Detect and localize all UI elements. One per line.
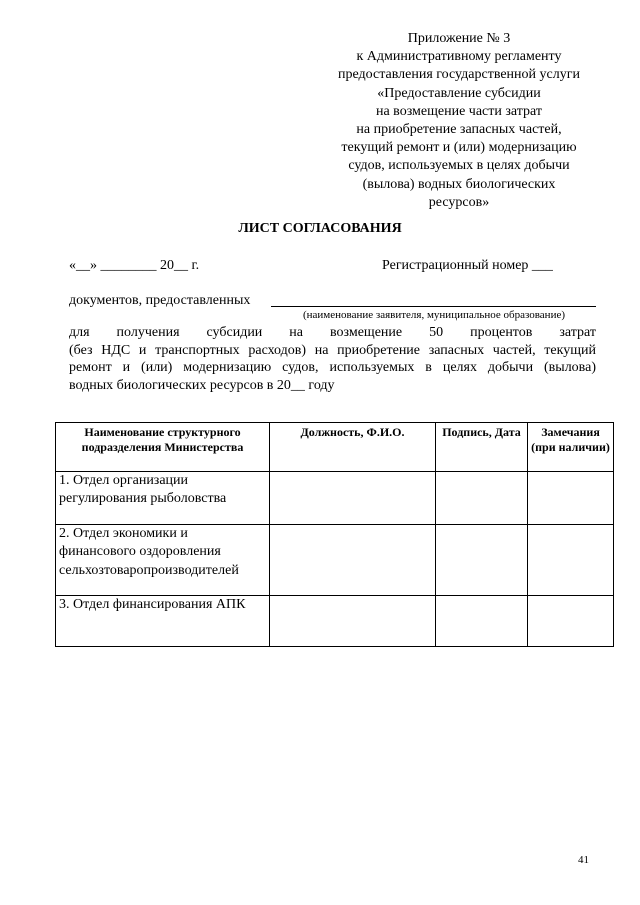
appendix-header xyxy=(322,30,596,212)
appendix-line: на возмещение части затрат xyxy=(375,103,543,119)
cell-remarks xyxy=(528,472,614,525)
paragraph-line: (без НДС и транспортных расходов) на приобретение запасных частей, текущий xyxy=(69,342,596,358)
appendix-line: к Административному регламенту xyxy=(356,49,562,65)
appendix-line: судов, используемых в целях добычи xyxy=(348,158,570,174)
appendix-line: текущий ремонт и (или) модернизацию xyxy=(341,140,577,156)
page-number: 41 xyxy=(578,854,589,866)
appendix-line: Приложение № 3 xyxy=(407,31,511,46)
appendix-line: предоставления государственной услуги xyxy=(338,67,580,83)
header-department: Наименование структурного подразделения Министерства xyxy=(56,423,270,472)
cell-position xyxy=(270,525,436,596)
cell-signature xyxy=(436,596,528,647)
cell-department: 1. Отдел организации регулирования рыболовства xyxy=(56,472,270,525)
header-remarks: Замечания (при наличии) xyxy=(528,423,614,472)
paragraph-line: водных биологических ресурсов в 20__ году xyxy=(69,377,335,393)
cell-remarks xyxy=(528,596,614,647)
header-signature: Подпись, Дата xyxy=(436,423,528,472)
header-position: Должность, Ф.И.О. xyxy=(270,423,436,472)
applicant-fill-line xyxy=(271,306,596,307)
cell-signature xyxy=(436,472,528,525)
appendix-line: «Предоставление субсидии xyxy=(377,85,541,101)
documents-label: документов, предоставленных xyxy=(69,293,251,308)
cell-remarks xyxy=(528,525,614,596)
table-header-row xyxy=(56,423,614,472)
table-row xyxy=(56,472,614,525)
cell-department: 3. Отдел финансирования АПК xyxy=(56,596,270,647)
cell-position xyxy=(270,472,436,525)
table-row xyxy=(56,596,614,647)
appendix-line: (вылова) водных биологических xyxy=(362,176,556,192)
cell-signature xyxy=(436,525,528,596)
purpose-paragraph xyxy=(69,324,596,394)
registration-number-line: Регистрационный номер ___ xyxy=(382,258,553,273)
paragraph-line: для получения субсидии на возмещение 50 процентов затрат xyxy=(69,325,596,340)
cell-position xyxy=(270,596,436,647)
table-row xyxy=(56,525,614,596)
appendix-line: ресурсов» xyxy=(428,194,490,210)
paragraph-line: ремонт и (или) модернизацию судов, используемых в целях добычи (вылова) xyxy=(69,360,596,376)
approval-table xyxy=(55,422,614,647)
date-line: «__» ________ 20__ г. xyxy=(69,258,200,273)
cell-department: 2. Отдел экономики и финансового оздоровления сельхозтоваропроизводителей xyxy=(56,525,270,596)
appendix-line: на приобретение запасных частей, xyxy=(356,122,562,138)
documents-caption: (наименование заявителя, муниципальное образование) xyxy=(302,309,566,321)
document-title: ЛИСТ СОГЛАСОВАНИЯ xyxy=(238,221,402,236)
